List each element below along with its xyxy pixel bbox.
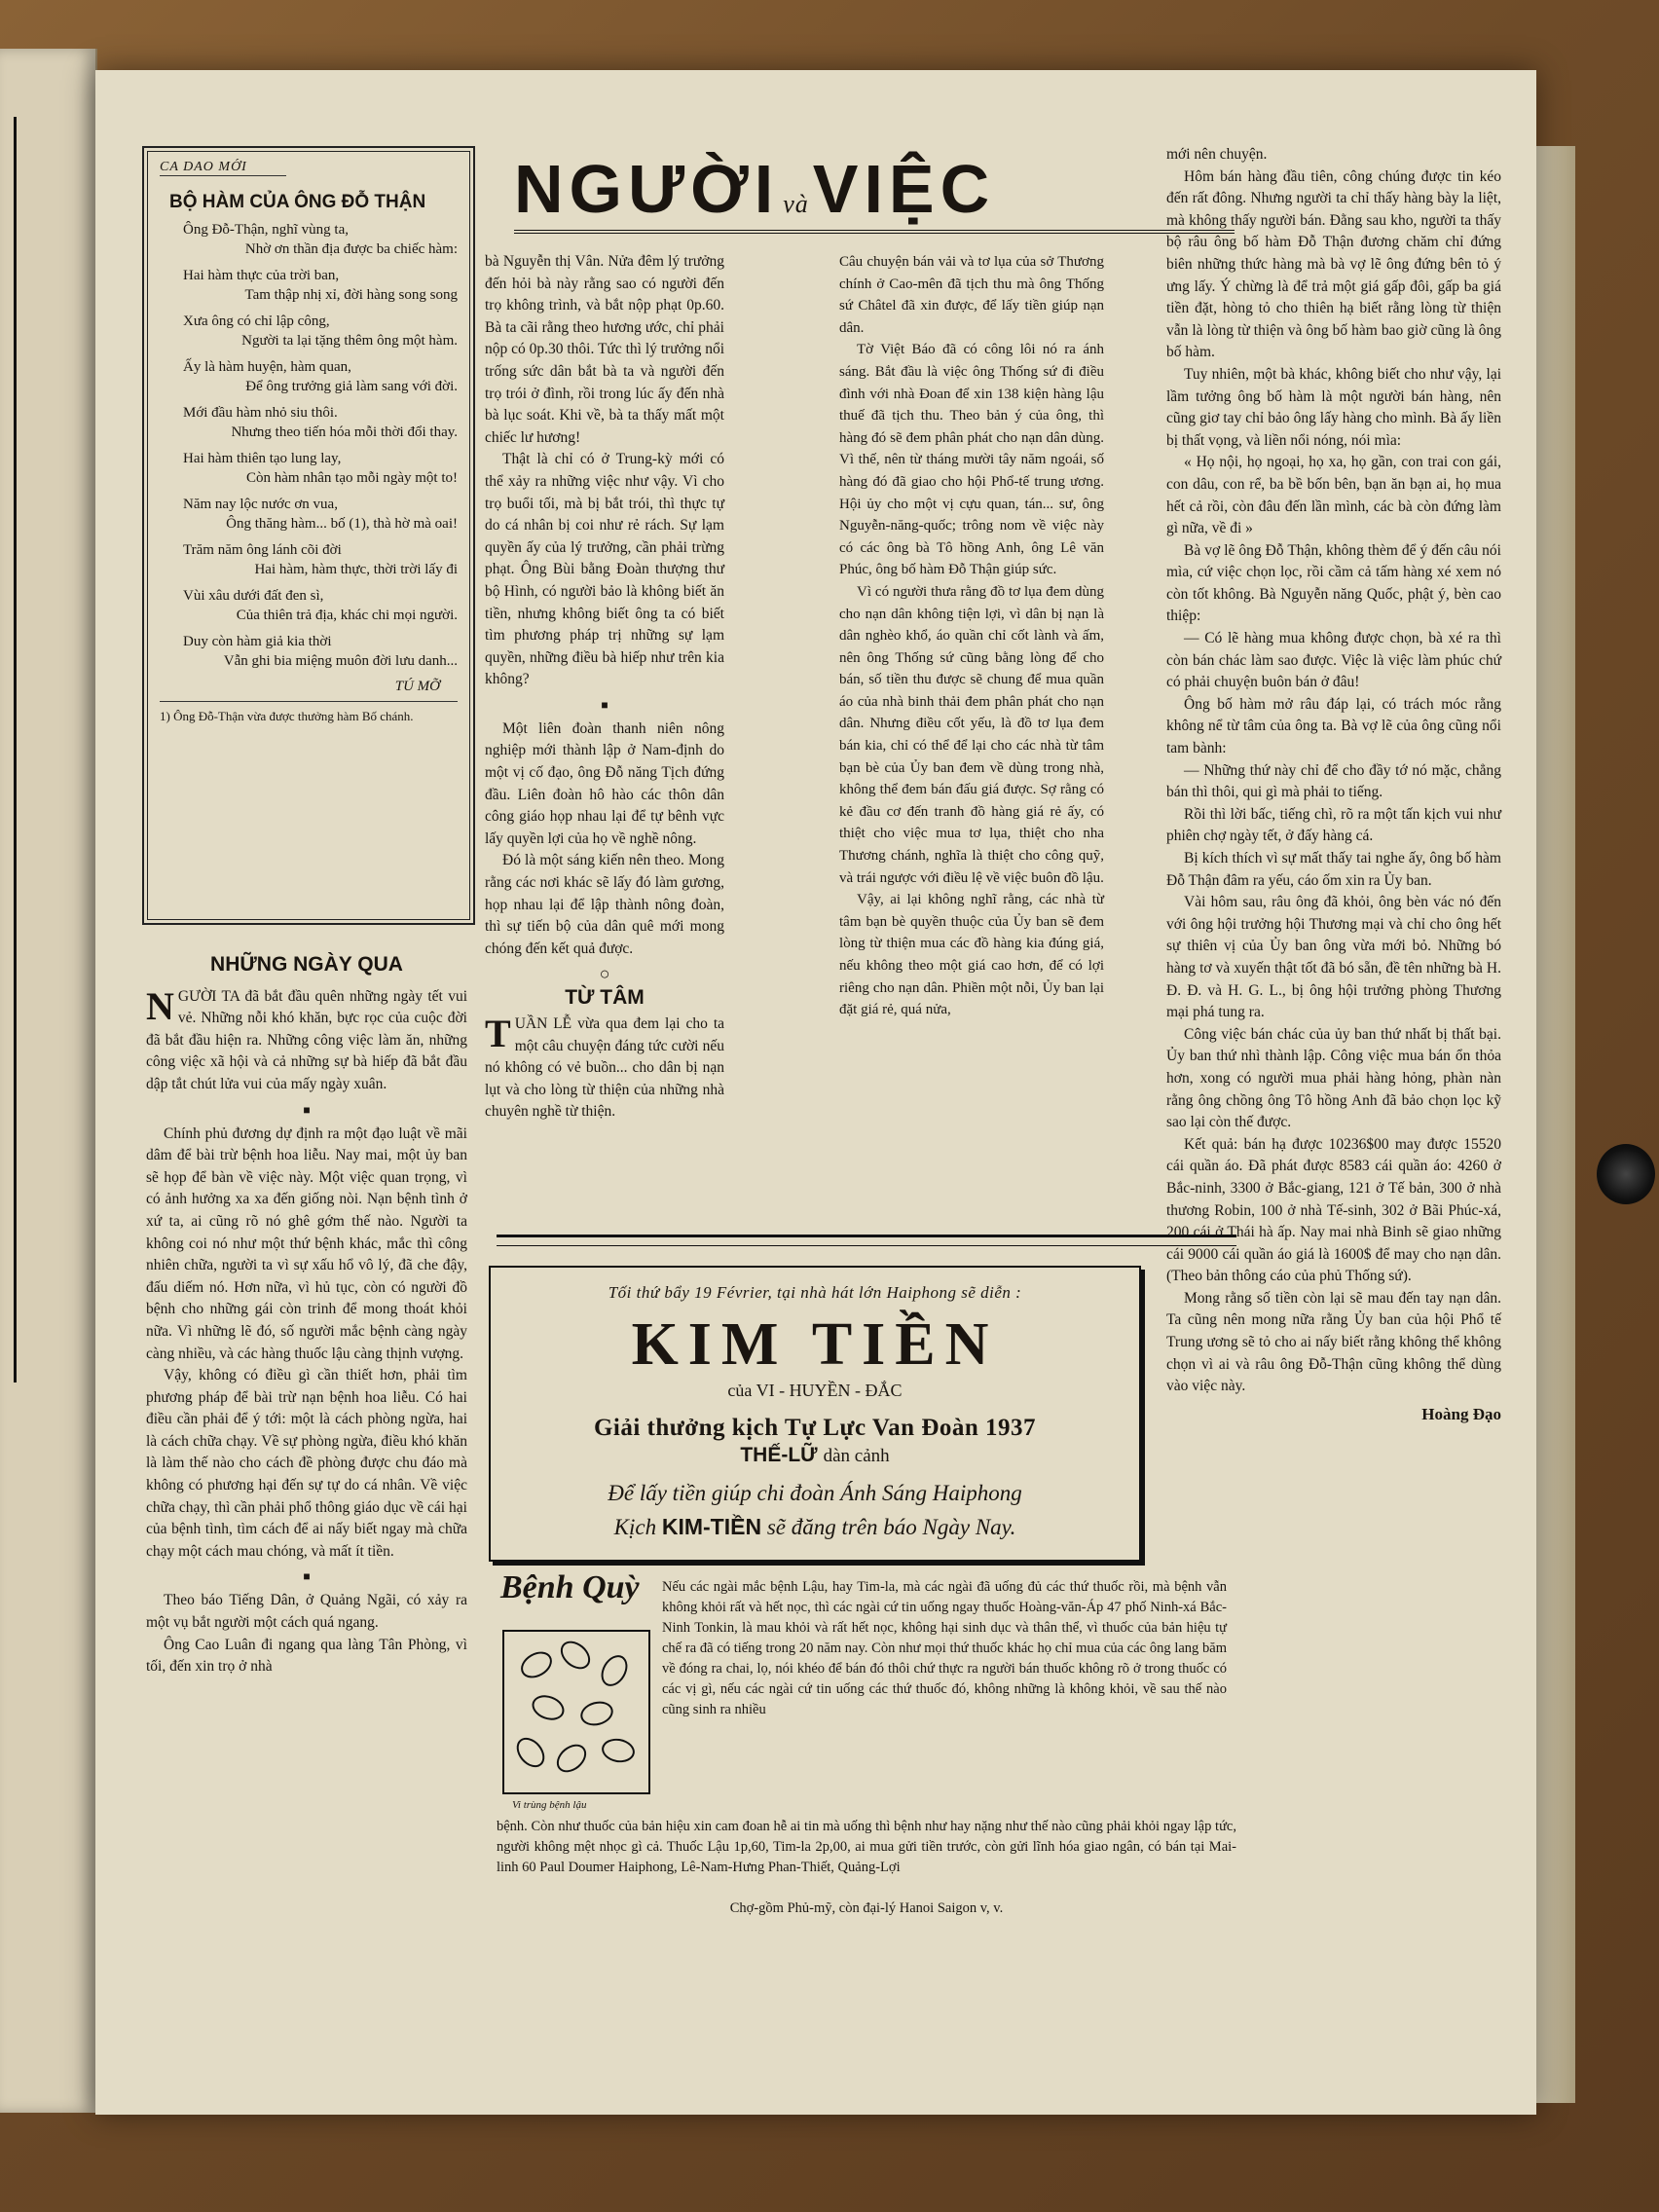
poem-line: Vẫn ghi bia miệng muôn đời lưu danh... (223, 652, 458, 669)
paragraph: GƯỜI TA đã bắt đầu quên những ngày tết vui vẻ. Những nỗi khó khăn, bực rọc của cuộc đời đã bắt đầu hiện ra. Những công việc làm ăn, những công việc xã hội và cả những sự bà hiếp đã bắt đầu dập tắt chút lửa vui của mấy ngày xuân. (146, 987, 467, 1092)
poem-line: Mới đầu hàm nhỏ siu thôi. (183, 405, 338, 421)
benh-title: Bệnh Quỳ (500, 1569, 640, 1605)
poem-stanza (160, 267, 458, 305)
poem-line: Hai hàm thực của trời ban, (183, 268, 340, 283)
binder-ring (1597, 1144, 1655, 1204)
poem-line: Ông thăng hàm... bố (1), thà hờ mà oai! (226, 515, 458, 532)
ad-print-note: Kịch KIM-TIỀN sẽ đăng trên báo Ngày Nay. (613, 1514, 1016, 1539)
paragraph: mới nên chuyện. (1166, 146, 1268, 163)
poem-line: Của thiên trả địa, khác chi mọi người. (236, 607, 458, 623)
masthead-title-va: và (783, 190, 809, 218)
cadao-label: CA DAO MỚI (160, 160, 286, 176)
column-3 (839, 251, 1104, 1021)
poem-stanza (160, 496, 458, 534)
paragraph: Tờ Việt Báo đã có công lôi nó ra ánh sáng. Bắt đầu là việc ông Thống sứ đi điều đình với nhà Đoan để xin 138 kiện hàng lậu thuế đã tịch thu. Theo bản ý của ông, thì hàng đó sẽ đem phân phát cho nạn dân dùng. Vì thế, nên từ tháng mười tây năm ngoái, số hàng đó đã giao cho hội Phổ-tế trung ương. Hội ủy cho một vị cựu quan, tán... sư, ông Nguyễn-năng-quốc; trông nom về việc này có các ông bà Tô hồng Anh, ông Lê văn Phúc, ông bố hàm Đỗ Thận giúp sức. (839, 342, 1104, 578)
poem-line: Trăm năm ông lánh cõi đời (183, 542, 342, 558)
benh-text-1: Nếu các ngài mắc bệnh Lậu, hay Tim-la, mà các ngài đã uống đủ các thứ thuốc rồi, mà bệnh vẫn không khỏi rất và hết nọc, thì các ngài cứ tin uống ngay thuốc Hoàng-văn-Áp 47 phố Ninh-xá Bắc-Ninh Tonkin, là mau khỏi và rất hết nọc, không hại sinh dục và thân thể, vì thuốc của bản hiệu tự chế ra đã có tiếng trong 20 năm nay. Còn như mọi thứ thuốc khác họ chỉ mua của các ông lang băm về đóng ra chai, lọ, nói khéo để bán đó thôi chứ thực ra người bán thuốc không rõ ở trong thuốc có các vị gì, nếu các ngài cứ tin uống các thứ thuốc đó, không những là không khỏi, về sau thế nào cũng sinh ra nhiều (662, 1579, 1227, 1717)
benh-text-2: bệnh. Còn như thuốc của bản hiệu xin cam đoan hễ ai tin mà uống thì bệnh như hay nặng như thế nào cũng phải khỏi ngay lập tức, người không mệt nhọc gì cả. Thuốc Lậu 1p,60, Tim-la 2p,00, ai mua gửi tiền trước, còn gửi lĩnh hóa giao ngân, có bán tại Mai-linh 60 Paul Doumer Haiphong, Lê-Nam-Hưng Phan-Thiết, Quảng-Lợi (497, 1819, 1236, 1875)
signature: Hoàng Đạo (1421, 1404, 1501, 1423)
paragraph: Theo báo Tiếng Dân, ở Quảng Ngãi, có xảy ra một vụ bắt người một cách quá ngang. (146, 1592, 467, 1632)
paragraph: Mong rằng số tiền còn lại sẽ mau đến tay nạn dân. Ta cũng nên mong nữa rằng Ủy ban của hội Phổ tế Trung ương sẽ tỏ cho ai nấy biết rằng không thể không chọn vì ai và râu ông Đỗ-Thận cũng không thể dùng vào việc này. (1166, 1289, 1501, 1395)
benh-text-3: Chợ-gồm Phủ-mỹ, còn đại-lý Hanoi Saigon v, v. (729, 1900, 1004, 1916)
paragraph: Bà vợ lẽ ông Đỗ Thận, không thèm để ý đến câu nói mìa, cứ việc chọn lọc, rồi cầm cả tấm hàng xé xem nó còn tốt không. Bà Nguyễn năng Quốc, phật ý, bèn cao thiệp: (1166, 541, 1501, 625)
poem-stanza (160, 404, 458, 442)
masthead-title-a: NGƯỜI (514, 151, 780, 227)
left-page-edge (0, 49, 97, 2113)
paragraph: Ông bố hàm mở râu đáp lại, có trách móc rằng không nể từ tâm của ông ta. Bà vợ lẽ của ông cũng nổi tam bành: (1166, 695, 1501, 757)
paragraph: Một liên đoàn thanh niên nông nghiệp mới thành lập ở Nam-định do một vị cố đạo, ông Đỗ năng Tịch đứng đầu. Liên đoàn hô hào các thôn dân công giáo họp nhau lại để tự bênh vực lấy quyền lợi của họ về nghề nông. (485, 719, 724, 847)
paragraph: Ông Cao Luân đi ngang qua làng Tân Phòng, vì tối, đến xin trọ ở nhà (146, 1636, 467, 1676)
paragraph: — Những thứ này chỉ để cho đầy tớ nó mặc, chẳng bán thì thôi, qui gì mà phải to tiếng. (1166, 761, 1501, 801)
newspaper-page (95, 70, 1536, 2115)
paragraph: Công việc bán chác của ủy ban thứ nhất bị thất bại. Ủy ban thứ nhì thành lập. Công việc mua bán ổn thỏa hơn, xong có người mua phải hàng hỏng, phàn nàn rằng ông chồng ông Tô hồng Anh đã bảo chọn lọc kỹ sao lại còn thế được. (1166, 1025, 1501, 1131)
poem-stanza (160, 541, 458, 579)
poem-line: Duy còn hàm giả kia thời (183, 634, 332, 649)
poem-stanza (160, 221, 458, 259)
poem-line: Ấy là hàm huyện, hàm quan, (183, 359, 351, 375)
paragraph: « Họ nội, họ ngoại, họ xa, họ gần, con trai con gái, con dâu, con rể, ba bề bốn bên, bạn ăn bạn ai, họ mua hết cả rồi, còn đâu đến lần mình, các bà còn đứng làm gì nữa, về đi » (1166, 454, 1501, 537)
ad-intro: Tối thứ bẩy 19 Février, tại nhà hát lớn Haiphong sẽ diễn : (608, 1283, 1022, 1302)
paragraph: Câu chuyện bán vải và tơ lụa của sở Thương chính ở Cao-mên đã tịch thu mà ông Thống sứ Châtel đã xin được, để lấy tiền giúp nạn dân. (839, 254, 1104, 336)
poem-stanza (160, 450, 458, 488)
poem-title: BỘ HÀM CỦA ÔNG ĐỖ THẬN (169, 192, 426, 212)
poem-author: TÚ MỠ (394, 679, 440, 694)
poem-line: Hai hàm thiên tạo lung lay, (183, 451, 342, 466)
poem-line: Tam thập nhị xỉ, đời hàng song song (244, 286, 458, 303)
paragraph: Vậy, không có điều gì cần thiết hơn, phải tìm phương pháp để bài trừ nạn bệnh hoa liễu. Có hai điều cần phải để ý tới: một là cách phòng ngừa, hai là cách chữa chạy. Về sự phòng ngừa, điều khó khăn là làm thế nào cho cách đề phòng được chu đáo mà không có phương hại đến sự tự do cá nhân. Về việc chữa chạy, thì cần phải phổ thông giáo dục về cái hại của bệnh tình, tìm cách để ai nấy biết ngay mà chữa chạy một cách mau chóng, và mất ít tiền. (146, 1367, 467, 1560)
paragraph: Vài hôm sau, râu ông đã khỏi, ông bèn vác nó đến với ông hội trưởng hội Thương mại và chỉ cho ông hết sự thiên vị của Ủy ban ông vừa mới bỏ. Những bó hàng tơ và xuyến thật tốt đã bó sẵn, đề tên những bà H. Đ. Đ. và H. G. L., bị ông hội trưởng phòng Thương mại phá tung ra. (1166, 894, 1501, 1021)
poem-line: Nhờ ơn thần địa được ba chiếc hàm: (244, 240, 458, 257)
paragraph: Rồi thì lời bấc, tiếng chì, rõ ra một tấn kịch vui như phiên chợ ngày tết, ở đấy hàng cá. (1166, 805, 1501, 845)
cadao-box (142, 146, 475, 925)
column-2: bà Nguyễn thị Vân. Nửa đêm lý trưởng đến hỏi bà này rằng sao có người đến trọ không trình, và bắt nộp phạt 0p.60. Bà ta cãi rằng theo hương ước, chỉ phải nộp có 0p.30 thôi. Tức thì lý trưởng nổi trống sức dân bắt bà ta và người đến trọ trói ở đình, rồi trong lúc ấy đến nhà bà lục soát. Khi về, bà ta thấy mất một chiếc lư hương! Thật là chỉ có ở Trung-kỳ mới có thể xảy ra những việc như vậy. Vì cho trọ buổi tối, mà bị bắt trói, thì thực tự do cá nhân bị coi như rẻ rách. Sự lạm quyền ấy của lý trưởng, cần phải trừng phạt. Ông Bùi bằng Đoàn thượng thư bộ Hình, có người bảo là không biết ăn tiền, nhưng không biết ông ta có biết tìm phương pháp trị những sự lạm quyền, những điều bà hiếp như trên kia không? ■ Một liên đoàn thanh niên nông nghiệp mới thành lập ở Nam-định do một vị cố đạo, ông Đỗ năng Tịch đứng đầu. Liên đoàn hô hào các thôn dân công giáo họp nhau lại để tự bênh vực lấy quyền lợi của họ về nghề nông. Đó là một sáng kiến nên theo. Mong rằng các nơi khác sẽ lấy đó làm gương, họp nhau lại để lập thành nông đoàn, thì sự tiến bộ của dân quê mới mong chóng đến kết quả được. ○ TỪ TÂM TUẦN LỄ vừa qua đem lại cho ta một câu chuyện đáng tức cười nếu nó không có vẻ buồn... cho dân bị nạn lụt và cho lòng từ thiện của những nhà chuyên nghề từ thiện. (485, 253, 725, 1121)
section-title-tu-tam: TỪ TÂM (565, 986, 645, 1010)
column-4 (1166, 144, 1501, 1425)
paragraph: Hôm bán hàng đầu tiên, công chúng được tin kéo đến rất đông. Nhưng người ta chỉ thấy hàng bày la liệt, mà không thấy người bán. Đằng sau kho, người ta thấy bộ râu ông bố hàm Đỗ Thận đương chăm chỉ đứng biên những thức hàng mà bà vợ lẽ ông đứng bên tỏ ý ưng lấy. Ý chừng là để trả một giá gấp đôi, gấp ba giá tiền đặt, hòng tỏ cho thiên hạ biết rằng lòng từ thiện vẫn là lòng từ thiện và ông bố hàm bao giờ cũng là ông bố hàm. (1166, 167, 1501, 361)
poem-line: Vùi xâu dưới đất đen sì, (183, 588, 324, 604)
kim-tien-ad (489, 1266, 1141, 1562)
ad-director: THẾ-LỮ dàn cảnh (740, 1444, 890, 1466)
dropcap-t: T (485, 1012, 511, 1055)
bacteria-illustration (502, 1630, 650, 1794)
paragraph: Vì có người thưa rằng đồ tơ lụa đem dùng cho nạn dân không tiện lợi, vì dân bị nạn là dân nghèo khổ, áo quần chỉ cốt lành và ấm, nên ông Thống sứ cũng bằng lòng để cho bán, số tiền thu được sẽ chung để mua quần áo của nhà binh thải đem phân phát cho nạn dân. Nhưng điều cốt yếu, là đồ tơ lụa đem bán kia, chỉ có thể để lại cho các nhà từ tâm bạn bè của Ủy ban đem về dùng trong nhà, không thể đem bán đấu giá được. Sợ rằng có kẻ đầu cơ đến tranh đồ hàng giá rẻ ấy, có thiệt cho việc mua tơ lụa, thiệt cho nha Thương chánh, nghĩa là thiệt cho công quỹ, và trái ngược với điều lệ về việc buôn đồ lậu. (839, 583, 1104, 886)
divider-rule (497, 1235, 1236, 1246)
poem-line: Để ông trưởng giả làm sang với đời. (245, 378, 458, 394)
poem-line: Xưa ông có chỉ lập công, (183, 313, 330, 329)
poem (160, 221, 458, 671)
paragraph: — Có lẽ hàng mua không được chọn, bà xé ra thì còn bán chác làm sao được. Việc là việc làm phúc chứ có phải chuyện buôn bán ở đâu! (1166, 630, 1501, 691)
paragraph: bà Nguyễn thị Vân. Nửa đêm lý trưởng đến hỏi bà này rằng sao có người đến trọ không trình, và bắt nộp phạt 0p.60. Bà ta cãi rằng theo hương ước, chỉ phải nộp có 0p.30 thôi. Tức thì lý trưởng nổi trống sức dân bắt bà ta và người đến trọ trói ở đình, rồi trong lúc ấy đến nhà bà lục soát. Khi về, bà ta thấy mất một chiếc lư hương! (485, 253, 725, 446)
benh-quy-ad (497, 1569, 1236, 1916)
paragraph: Bị kích thích vì sự mất thấy tai nghe ấy, ông bố hàm Đỗ Thận đâm ra yếu, cáo ốm xin ra Ủy ban. (1166, 850, 1501, 889)
column-nhung-ngay-qua: NHỮNG NGÀY QUA NGƯỜI TA đã bắt đầu quên những ngày tết vui vẻ. Những nỗi khó khăn, bực rọc của cuộc đời đã bắt đầu hiện ra. Những công việc làm ăn, những công việc xã hội và cả những sự bà hiếp đã bắt đầu dập tắt chút lửa vui của mấy ngày xuân. ■ Chính phủ đương dự định ra một đạo luật về mãi dâm để bài trừ bệnh hoa liễu. Nay mai, một ủy ban sẽ họp để bàn về việc này. Một việc quan trọng, vì có ảnh hưởng xa xa đến giống nòi. Nạn bệnh tình ở xứ ta, ai cũng rõ nó ghê gớm thế nào. Người ta không coi nó như một thứ bệnh khác, mắc thì công nhiên chữa, người ta vì sự xấu hổ vô lý, đã che đậy, đấu diếm nó. Hơn nữa, vì hủ tục, còn có người đồ bệnh cho những gái còn trinh để mong thoát khỏi nữa. Vì những lẽ đó, số người mắc bệnh càng ngày càng nhiều, và các hàng thuốc lậu càng thịnh vượng. Vậy, không có điều gì cần thiết hơn, phải tìm phương pháp để bài trừ nạn bệnh hoa liễu. Có hai điều cần phải để ý tới: một là cách phòng ngừa, hai là cách chữa chạy. Về sự phòng ngừa, điều khó khăn là làm thế nào cho cách đề phòng được chu đáo mà không có phương hại đến sự tự do cá nhân. Về việc chữa chạy, thì cần phải phổ thông giáo dục về cái hại của bệnh tình, tìm cách để ai nấy biết ngay mà chữa chạy một cách mau chóng, và mất ít tiền. ■ Theo báo Tiếng Dân, ở Quảng Ngãi, có xảy ra một vụ bắt người một cách quá ngang. Ông Cao Luân đi ngang qua làng Tân Phòng, vì tối, đến xin trọ ở nhà (146, 954, 467, 1678)
dropcap-n: N (146, 983, 174, 1028)
masthead-title-b: VIỆC (812, 151, 996, 227)
paragraph: Chính phủ đương dự định ra một đạo luật về mãi dâm để bài trừ bệnh hoa liễu. Nay mai, một ủy ban sẽ họp để bàn về việc này. Một việc quan trọng, vì có ảnh hưởng xa xa đến giống nòi. Nạn bệnh tình ở xứ ta, ai cũng rõ nó ghê gớm thế nào. Người ta không coi nó như một thứ bệnh khác, mắc thì công nhiên chữa, người ta vì sự xấu hổ vô lý, đã che đậy, đấu diếm nó. Hơn nữa, vì hủ tục, còn có người đồ bệnh cho những gái còn trinh để mong thoát khỏi nữa. Vì những lẽ đó, số người mắc bệnh càng ngày càng nhiều, và các hàng thuốc lậu càng thịnh vượng. (146, 1124, 467, 1362)
ad-author: của VI - HUYỀN - ĐẮC (727, 1381, 903, 1400)
poem-stanza (160, 313, 458, 350)
masthead (514, 148, 1235, 234)
poem-stanza (160, 358, 458, 396)
poem-footnote: 1) Ông Đỗ-Thận vừa được thưởng hàm Bố chánh. (160, 701, 458, 725)
paragraph: Kết quả: bán hạ được 10236$00 may được 15520 cái quần áo. Đã phát được 8583 cái quần áo: 4260 ở Bắc-ninh, 3300 ở Bắc-giang, 121 ở Tế bản, 300 ở nhà thương Robin, 100 ở nhà Tế-sinh, 302 ở Bãi Phúc-xá, 200 cái ở Thái hà ấp. Nay mai nhà Binh sẽ giao những cái 9000 cái quần áo giá là 1600$ để may cho nạn dân. (Theo bản thông cáo của phủ Thống sứ). (1166, 1135, 1501, 1285)
ad-title: KIM TIỀN (631, 1311, 999, 1378)
ad-prize: Giải thưởng kịch Tự Lực Van Đoàn 1937 (593, 1415, 1037, 1441)
poem-line: Ông Đỗ-Thận, nghĩ vùng ta, (183, 222, 349, 238)
poem-line: Hai hàm, hàm thực, thời trời lấy đi (254, 561, 458, 577)
paragraph: Đó là một sáng kiến nên theo. Mong rằng các nơi khác sẽ lấy đó làm gương, họp nhau lại để lập thành nông đoàn, thì sự tiến bộ của dân quê mới mong chóng đến kết quả được. (485, 852, 724, 957)
paragraph: UẦN LỄ vừa qua đem lại cho ta một câu chuyện đáng tức cười nếu nó không có vẻ buồn... cho dân bị nạn lụt và cho lòng từ thiện của những nhà chuyên nghề từ thiện. (485, 1015, 724, 1121)
poem-stanza (160, 587, 458, 625)
illustration-caption: Vi trùng bệnh lậu (512, 1799, 587, 1811)
poem-stanza (160, 633, 458, 671)
paragraph: Thật là chỉ có ở Trung-kỳ mới có thể xảy ra những việc như vậy. Vì cho trọ buổi tối, mà bị bắt trói, thì thực tự do cá nhân bị coi như rẻ rách. Sự lạm quyền ấy của lý trưởng, cần phải trừng phạt. Ông Bùi bằng Đoàn thượng thư bộ Hình, có người bảo là không biết ăn tiền, nhưng không biết ông ta có biết tìm phương pháp trị những sự lạm quyền, những điều bà hiếp như trên kia không? (485, 451, 724, 688)
poem-line: Còn hàm nhân tạo mỗi ngày một to! (245, 469, 458, 486)
section-title-nhung-ngay-qua: NHỮNG NGÀY QUA (210, 953, 403, 976)
poem-line: Năm nay lộc nước ơn vua, (183, 497, 338, 512)
paragraph: Tuy nhiên, một bà khác, không biết cho như vậy, lại lầm tưởng ông bố hàm là một người bán hàng, nên cũng giơ tay chỉ bảo ông lấy hàng cho mình. Bà ấy liền bị thất vọng, và liền nổi nóng, nói mìa: (1166, 365, 1501, 449)
paragraph: Vậy, ai lại không nghĩ rằng, các nhà từ tâm bạn bè quyền thuộc của Ủy ban sẽ đem lòng từ thiện mua các đồ hàng kia đúng giá, nếu không theo một giá cao hơn, để có lợi riêng cho nạn dân. Phiền một nỗi, Ủy ban lại đặt giá rẻ, quá nửa, (839, 892, 1104, 1018)
poem-line: Nhưng theo tiến hóa mỗi thời đổi thay. (231, 424, 458, 440)
ad-purpose: Để lấy tiền giúp chi đoàn Ánh Sáng Haiphong (608, 1481, 1022, 1505)
right-page-stack (1536, 146, 1575, 2103)
poem-line: Người ta lại tặng thêm ông một hàm. (241, 332, 458, 349)
